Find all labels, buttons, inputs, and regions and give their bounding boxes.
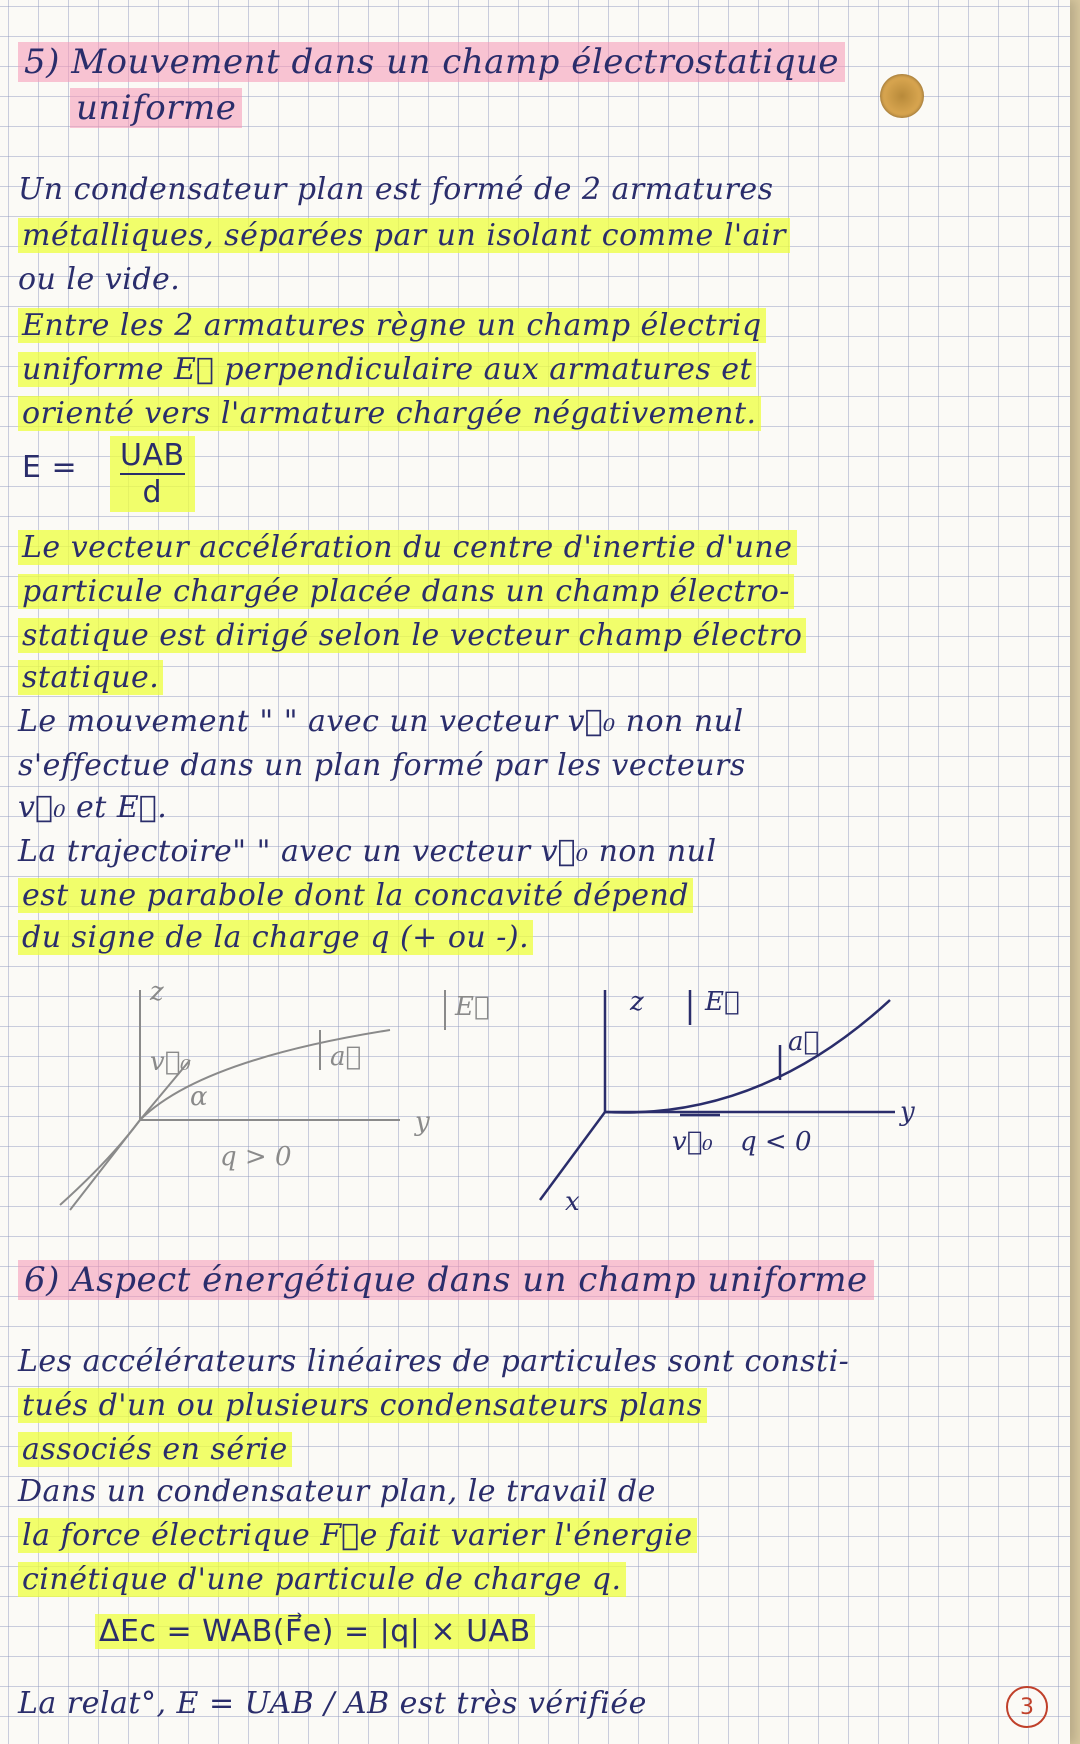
p2-text-1: Le vecteur accélération du centre d'inertie d'une: [18, 530, 797, 565]
right-v0-label: v⃗₀: [672, 1127, 713, 1157]
p2-line-4: [18, 660, 163, 695]
p1-line-1: [18, 172, 773, 207]
p2-line-7: [18, 790, 167, 825]
p2-line-9: [18, 878, 693, 913]
left-e-label: E⃗: [455, 992, 490, 1022]
p3-line-5: [18, 1518, 697, 1553]
formula-e-lhs-text: E =: [22, 450, 78, 485]
p2-text-10: du signe de la charge q (+ ou -).: [18, 920, 533, 955]
p3-line-6: [18, 1562, 626, 1597]
section-5-title: [18, 42, 845, 82]
p3-text-1: Les accélérateurs linéaires de particules sont consti-: [18, 1344, 850, 1379]
formula-e-fraction-box: [110, 436, 195, 512]
p1-text-2: métalliques, séparées par un isolant comme l'air: [18, 218, 790, 253]
p2-line-5: [18, 704, 744, 739]
p2-text-5: Le mouvement " " avec un vecteur v⃗₀ non nul: [18, 704, 744, 739]
p2-line-3: [18, 618, 806, 653]
right-diagram-labels: [565, 987, 915, 1217]
p3-text-5: la force électrique F⃗e fait varier l'énergie: [18, 1518, 697, 1553]
section-5-title-cont: [70, 88, 242, 128]
right-charge-label: q < 0: [740, 1127, 812, 1157]
section-5-title-text: 5) Mouvement dans un champ électrostatique: [18, 42, 845, 82]
page-number-badge: [1006, 1686, 1048, 1728]
p3-text-4: Dans un condensateur plan, le travail de: [18, 1474, 656, 1509]
p3-line-4: [18, 1474, 656, 1509]
p2-text-3: statique est dirigé selon le vecteur champ électro: [18, 618, 806, 653]
formula-e-lhs: [22, 450, 77, 485]
p2-text-9: est une parabole dont la concavité dépend: [18, 878, 693, 913]
p3-line-2: [18, 1388, 707, 1423]
p2-line-8: [18, 834, 717, 869]
left-trajectory-ext: [60, 1120, 140, 1205]
p1-line-6: [18, 396, 761, 431]
p2-text-8: La trajectoire" " avec un vecteur v⃗₀ non nul: [18, 834, 717, 869]
p2-text-4: statique.: [18, 660, 163, 695]
formula-energy-text: ΔEc = WAB(F⃗e) = |q| × UAB: [95, 1614, 535, 1649]
p2-line-6: [18, 748, 746, 783]
p2-line-10: [18, 920, 533, 955]
left-z-label: z: [150, 977, 164, 1007]
formula-e-fraction: [110, 436, 195, 512]
formula-e-numerator: UAB: [120, 438, 185, 473]
formula-e-denominator: d: [142, 475, 163, 510]
page-number: 3: [1020, 1694, 1034, 1720]
punch-hole: [880, 74, 924, 118]
right-trajectory: [605, 1000, 890, 1113]
p1-line-5: [18, 352, 756, 387]
p2-text-7: v⃗₀ et E⃗.: [18, 790, 168, 825]
p1-line-4: [18, 308, 766, 343]
p1-line-2: [18, 218, 790, 253]
left-y-label: y: [415, 1107, 430, 1137]
right-diagram: [540, 990, 895, 1200]
left-diagram-labels: [149, 977, 490, 1172]
right-z-label: z: [630, 987, 644, 1017]
left-a-label: a⃗: [330, 1042, 362, 1072]
p3-text-2: tués d'un ou plusieurs condensateurs plans: [18, 1388, 707, 1423]
p1-text-6: orienté vers l'armature chargée négativement.: [18, 396, 761, 431]
left-charge-label: q > 0: [220, 1142, 292, 1172]
right-e-label: E⃗: [705, 987, 740, 1017]
p2-line-1: [18, 530, 797, 565]
left-alpha-label: α: [190, 1082, 208, 1112]
section-6-title: [18, 1260, 874, 1300]
p3-text-6: cinétique d'une particule de charge q.: [18, 1562, 626, 1597]
right-x-label: x: [565, 1187, 580, 1217]
formula-energy: [95, 1614, 535, 1649]
left-v0-label: v⃗₀: [150, 1047, 191, 1077]
left-diagram: [60, 990, 445, 1210]
p2-line-2: [18, 574, 794, 609]
footer-line: [18, 1686, 647, 1721]
p1-text-1: Un condensateur plan est formé de 2 armatures: [18, 172, 774, 207]
p1-text-5: uniforme E⃗ perpendiculaire aux armatures et: [18, 352, 756, 387]
section-5-title-text-2: uniforme: [70, 88, 242, 128]
right-y-label: y: [900, 1097, 915, 1127]
footer-text: La relat°, E = UAB / AB est très vérifiée: [18, 1686, 647, 1721]
section-6-title-text: 6) Aspect énergétique dans un champ uniforme: [18, 1260, 874, 1300]
p2-text-2: particule chargée placée dans un champ électro-: [18, 574, 794, 609]
p1-text-4: Entre les 2 armatures règne un champ électriq: [18, 308, 766, 343]
p1-line-3: [18, 262, 180, 297]
p3-text-3: associés en série: [18, 1432, 292, 1467]
p3-line-3: [18, 1432, 292, 1467]
p3-line-1: [18, 1344, 849, 1379]
p2-text-6: s'effectue dans un plan formé par les vecteurs: [18, 748, 746, 783]
right-a-label: a⃗: [788, 1027, 820, 1057]
trajectory-diagrams: [0, 970, 1070, 1230]
p1-text-3: ou le vide.: [18, 262, 181, 297]
